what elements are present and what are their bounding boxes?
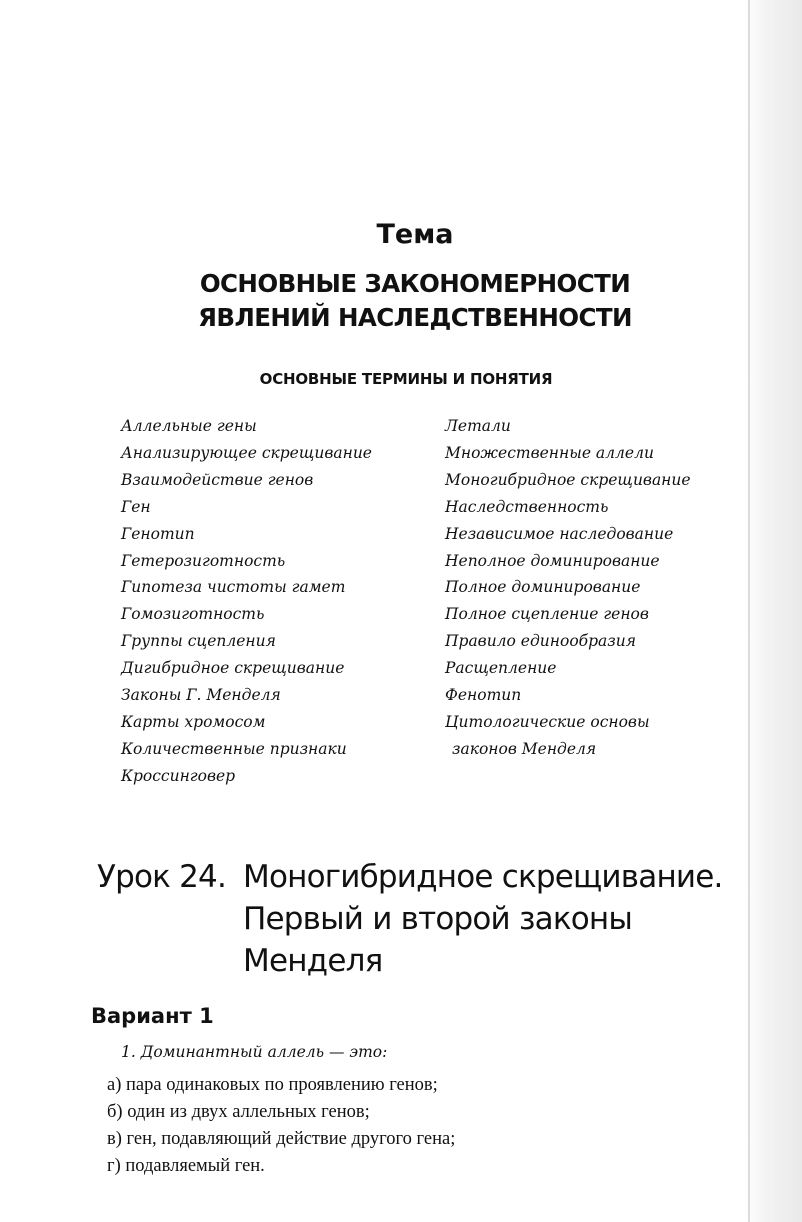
theme-title-line: ЯВЛЕНИЙ НАСЛЕДСТВЕННОСТИ [198, 303, 632, 332]
term-item: Множественные аллели [445, 443, 654, 462]
term-item: Полное сцепление генов [445, 605, 649, 624]
term-item: Полное доминирование [445, 578, 641, 597]
answer-option: в) ген, подавляющий действие другого гена; [107, 1129, 456, 1149]
term-item: Гомозиготность [121, 605, 265, 624]
term-item: Летали [445, 417, 511, 435]
term-item: Карты хромосом [121, 712, 266, 731]
term-item: Моногибридное скрещивание [445, 470, 691, 489]
lesson-number: Урок 24. [97, 859, 227, 895]
theme-title-line: ОСНОВНЫЕ ЗАКОНОМЕРНОСТИ [199, 269, 631, 298]
lesson-heading [97, 856, 723, 982]
page-edge-shadow [744, 0, 802, 1222]
theme-title [0, 267, 802, 335]
term-item: Правило единообразия [445, 632, 636, 651]
term-item: Анализирующее скрещивание [121, 443, 372, 462]
term-item: Гетерозиготность [121, 551, 286, 570]
theme-label: Тема [376, 219, 454, 250]
term-item: Законы Г. Менделя [121, 686, 281, 705]
term-item: Независимое наследование [445, 524, 674, 543]
terms-heading: ОСНОВНЫЕ ТЕРМИНЫ И ПОНЯТИЯ [259, 370, 553, 388]
term-item: Наследственность [445, 497, 609, 516]
page-edge-line [748, 0, 750, 1222]
variant-heading: Вариант 1 [91, 1004, 214, 1028]
term-item: Ген [121, 497, 151, 516]
lesson-title [243, 856, 723, 982]
term-item: Цитологические основы [445, 712, 650, 731]
answer-option: г) подавляемый ген. [107, 1156, 265, 1176]
term-item: Гипотеза чистоты гамет [121, 578, 346, 597]
term-item: Неполное доминирование [445, 551, 660, 570]
term-item: Аллельные гены [121, 417, 257, 435]
term-item: законов Менделя [452, 739, 597, 758]
term-item: Дигибридное скрещивание [121, 659, 345, 678]
term-item: Расщепление [445, 659, 557, 678]
lesson-title-line: Моногибридное скрещивание. [243, 859, 723, 895]
term-item: Взаимодействие генов [121, 470, 314, 489]
answer-option: а) пара одинаковых по проявлению генов; [107, 1075, 438, 1095]
question-text: 1. Доминантный аллель — это: [121, 1043, 388, 1061]
answer-option: б) один из двух аллельных генов; [107, 1102, 370, 1122]
lesson-title-line: Первый и второй законы [243, 901, 633, 937]
term-item: Генотип [121, 524, 195, 543]
term-item: Фенотип [445, 686, 522, 705]
term-item: Количественные признаки [121, 739, 347, 758]
term-item: Кроссинговер [121, 766, 236, 785]
terms-left-column [121, 413, 372, 790]
term-item: Группы сцепления [121, 632, 276, 651]
lesson-title-line: Менделя [243, 943, 383, 979]
answer-list [107, 1072, 455, 1180]
terms-right-column [445, 413, 691, 763]
